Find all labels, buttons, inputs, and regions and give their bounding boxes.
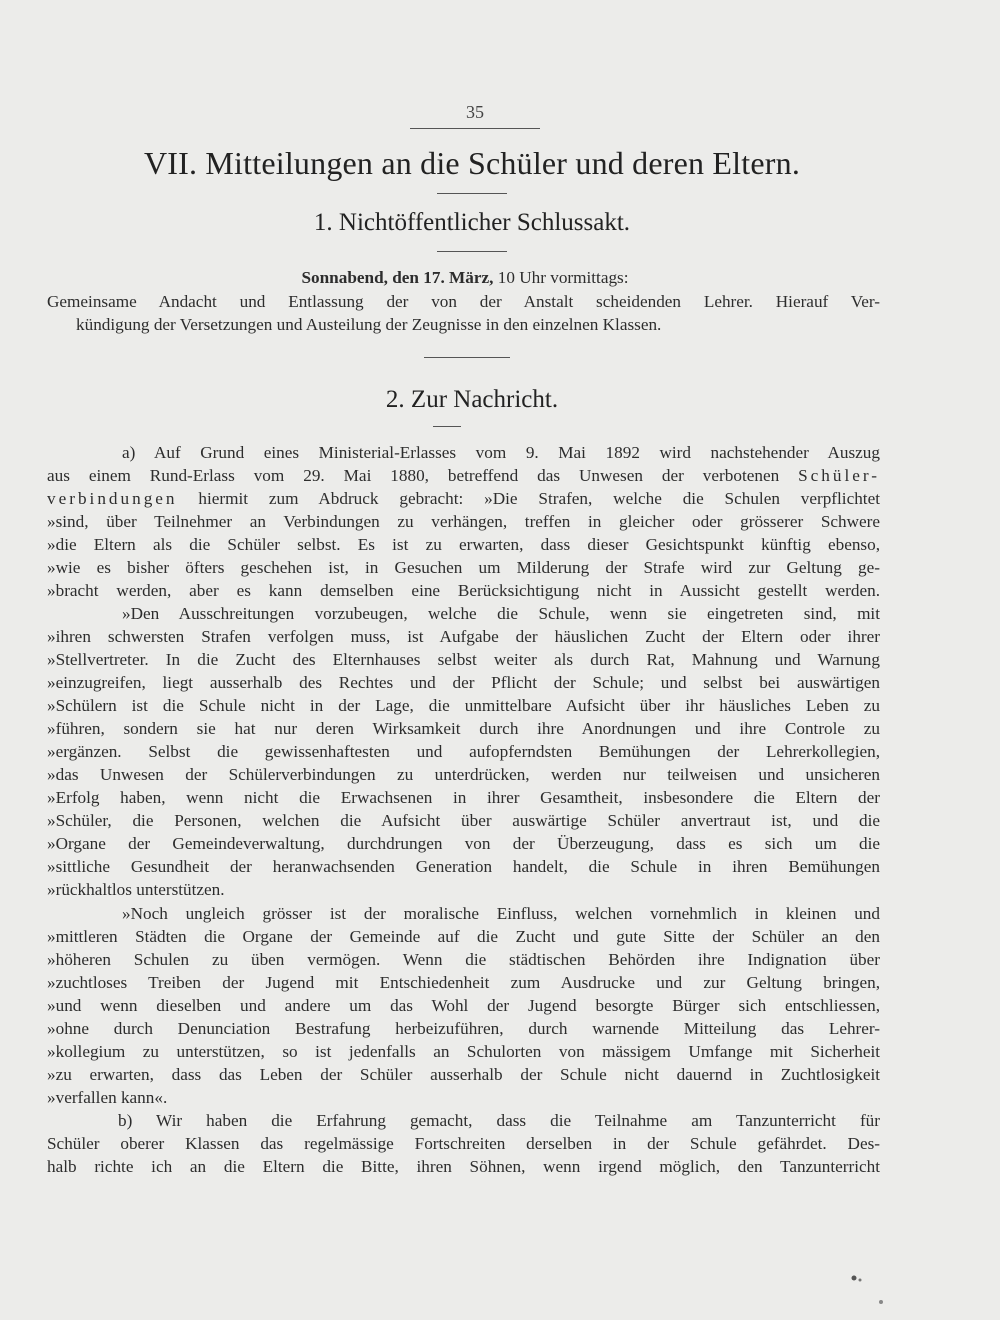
text-line: a) Auf Grund eines Ministerial-Erlasses vom 9. Mai 1892 wird nachstehender Auszug: [122, 443, 880, 462]
text-line: »die Eltern als die Schüler selbst. Es ist zu erwarten, dass dieser Gesichtspunkt künftig ebenso,: [47, 535, 880, 554]
text-line: »höheren Schulen zu üben vermögen. Wenn die städtischen Behörden ihre Indignation über: [47, 950, 880, 969]
text-line: [47, 487, 880, 510]
text-line: »das Unwesen der Schülerverbindungen zu unterdrücken, werden nur teilweisen und unsicheren: [47, 765, 880, 784]
text-line: »Erfolg haben, wenn nicht die Erwachsenen in ihrer Gesamtheit, insbesondere die Eltern der: [47, 788, 880, 807]
text-line: »ohne durch Denunciation Bestrafung herbeizuführen, durch warnende Mitteilung das Lehrer-: [47, 1019, 880, 1038]
divider: [424, 357, 510, 358]
spaced-text: verbindungen: [47, 489, 178, 508]
text-line: b) Wir haben die Erfahrung gemacht, dass die Teilnahme am Tanzunterricht für: [118, 1111, 880, 1130]
section-2-heading: 2. Zur Nachricht.: [385, 386, 559, 413]
divider: [433, 426, 461, 427]
text-line: halb richte ich an die Eltern die Bitte, ihren Söhnen, wenn irgend möglich, den Tanzunterricht: [47, 1157, 880, 1176]
text-line: »einzugreifen, liegt ausserhalb des Rechtes und der Pflicht der Schule; und selbst bei auswärtigen: [47, 673, 880, 692]
spaced-text: Schüler-: [798, 466, 880, 485]
text-line: »Organe der Gemeindeverwaltung, durchdrungen von der Überzeugung, dass es sich um die: [47, 834, 880, 853]
text-line: Schüler oberer Klassen das regelmässige Fortschreiten derselben in der Schule gefährdet. Des-: [47, 1134, 880, 1153]
text-line: »bracht werden, aber es kann demselben eine Berücksichtigung nicht in Aussicht gestellt werden.: [47, 581, 880, 600]
date-bold: Sonnabend, den 17. März,: [301, 268, 494, 287]
date-line: [40, 266, 890, 289]
text-line: »Noch ungleich grösser ist der moralische Einfluss, welchen vornehmlich in kleinen und: [122, 904, 880, 923]
text-line: »Schülern ist die Schule nicht in der Lage, die unmittelbare Aufsicht über ihr häusliches Leben zu: [47, 696, 880, 715]
paper-speck-icon: [845, 1270, 895, 1310]
section-1-heading: 1. Nichtöffentlicher Schlussakt.: [313, 209, 631, 236]
page-number-rule: [410, 128, 540, 129]
text-line: »sittliche Gesundheit der heranwachsenden Generation handelt, die Schule in ihren Bemühungen: [47, 857, 880, 876]
page-number: 35: [466, 102, 484, 122]
divider: [437, 251, 507, 252]
text-line: »zuchtloses Treiben der Jugend mit Entschiedenheit zum Ausdrucke und zur Geltung bringen,: [47, 973, 880, 992]
text-line: »verfallen kann«.: [47, 1088, 168, 1107]
text-line: [47, 464, 880, 487]
text-line: Gemeinsame Andacht und Entlassung der von der Anstalt scheidenden Lehrer. Hierauf Ver-: [47, 292, 880, 311]
text-line: »führen, sondern sie hat nur deren Wirksamkeit durch ihre Anordnungen und ihre Controle zu: [47, 719, 880, 738]
text-line: »Stellvertreter. In die Zucht des Elternhauses selbst weiter als durch Rat, Mahnung und Warnung: [47, 650, 880, 669]
text-line: »wie es bisher öfters geschehen ist, in Gesuchen um Milderung der Strafe wird zur Geltung ge-: [47, 558, 880, 577]
text-line: »ihren schwersten Strafen verfolgen muss, ist Aufgabe der häuslichen Zucht der Eltern oder ihrer: [47, 627, 880, 646]
text-line: »kollegium zu unterstützen, so ist jedenfalls an Schulorten von mässigem Umfange mit Sicherheit: [47, 1042, 880, 1061]
text-segment: aus einem Rund-Erlass vom 29. Mai 1880, betreffend das Unwesen der verbotenen: [47, 466, 799, 485]
text-line: »und wenn dieselben und andere um das Wohl der Jugend besorgte Bürger sich entschliessen,: [47, 996, 880, 1015]
divider: [437, 193, 507, 194]
text-line: »sind, über Teilnehmer an Verbindungen zu verhängen, treffen in gleicher oder grösserer Schwere: [47, 512, 880, 531]
text-line: kündigung der Versetzungen und Austeilung der Zeugnisse in den einzelnen Klassen.: [76, 315, 662, 334]
text-line: »zu erwarten, dass das Leben der Schüler ausserhalb der Schule nicht dauernd in Zuchtlosigkeit: [47, 1065, 880, 1084]
text-line: »ergänzen. Selbst die gewissenhaftesten und aufopferndsten Bemühungen der Lehrerkollegien,: [47, 742, 880, 761]
text-line: »Schüler, die Personen, welchen die Aufsicht über auswärtige Schüler anvertraut ist, und die: [47, 811, 880, 830]
text-line: »rückhaltlos unterstützen.: [47, 880, 225, 899]
text-line: »Den Ausschreitungen vorzubeugen, welche die Schule, wenn sie eingetreten sind, mit: [122, 604, 880, 623]
text-line: »mittleren Städten die Organe der Gemeinde auf die Zucht und gute Sitte der Schüler an den: [47, 927, 880, 946]
text-segment: hiermit zum Abdruck gebracht: »Die Strafen, welche die Schulen verpflichtet: [177, 489, 880, 508]
date-rest: 10 Uhr vormittags:: [493, 268, 629, 287]
chapter-title: VII. Mitteilungen an die Schüler und deren Eltern.: [143, 145, 801, 181]
